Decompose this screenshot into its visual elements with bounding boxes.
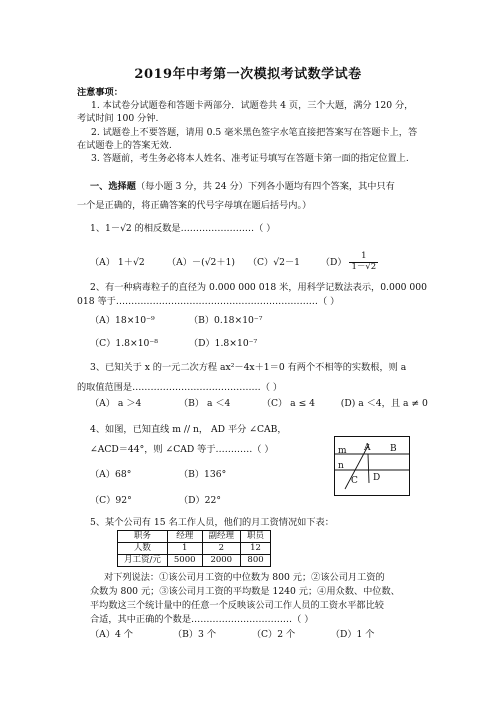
q3-option-a: （A） a ＞4: [90, 398, 142, 409]
q5-text-line3: 平均数这三个统计量中的任意一个反映该公司工作人员的工资水平都比较: [90, 600, 384, 611]
q3-line2: 的取值范围是……………………………………（ ）: [77, 382, 283, 393]
q1-option-d-label: （D）: [320, 256, 347, 268]
section-desc-line2: 一个是正确的，将正确答案的代号字母填在题后括号内。）: [77, 200, 312, 211]
q5-text-line2: 众数为 800 元；③该公司月工资的平均数是 1240 元；④用众数、中位数、: [90, 586, 400, 597]
q5-option-d: （D）1 个: [330, 629, 375, 640]
label-c: C: [351, 476, 358, 486]
note-item-1: 1. 本试卷分试题卷和答题卡两部分．试题卷共 4 页，三个大题，满分 120 分，考试时间 100 分钟.: [77, 100, 414, 125]
label-d: D: [373, 473, 381, 483]
table-cell: 副经理: [202, 531, 241, 543]
table-cell: 2: [202, 543, 241, 555]
table-cell: 经理: [167, 531, 202, 543]
q1-option-b: （A）－(√2＋1): [166, 256, 236, 268]
section-desc-line1: （每小题 3 分，共 24 分）下列各小题均有四个答案，其中只有: [135, 181, 395, 192]
q3-option-c: （C） a ≤ 4: [261, 398, 316, 409]
q4-option-a: （A）68°: [90, 469, 132, 480]
q2-option-c: （C）1.8×10⁻⁸: [90, 338, 158, 349]
q4-options-row1: [90, 468, 226, 481]
q3-options: [90, 397, 428, 410]
q5-options: [90, 628, 374, 641]
table-cell: 人数: [118, 543, 168, 555]
label-b: B: [390, 444, 397, 454]
q3-option-b: （B） a ＜4: [178, 398, 231, 409]
label-a: A: [364, 443, 371, 453]
q4-options-row2: [90, 494, 221, 507]
section-heading-row: [90, 180, 395, 193]
table-row: [118, 543, 271, 555]
q1-option-d-fraction: [349, 252, 378, 273]
table-cell: 800: [241, 555, 271, 567]
q2-line2: 018 等于…………………………………………………………（ ）: [77, 296, 340, 307]
note-item-3: 3. 答题前，考生务必将本人姓名、准考证号填写在答题卡第一面的指定位置上.: [91, 153, 409, 164]
q5-text-line1: 对下列说法：①该公司月工资的中位数为 800 元；②该公司月工资的: [104, 572, 385, 583]
q5-stem: 5、某个公司有 15 名工作人员，他们的月工资情况如下表：: [90, 517, 334, 528]
table-cell: 职务: [118, 531, 168, 543]
q1-option-d: [321, 252, 378, 273]
q1-option-a: （A） 1＋√2: [90, 256, 145, 268]
q5-option-c: （C）2 个: [251, 629, 296, 640]
q3-line1: 3、已知关于 x 的一元二次方程 ax²－4x＋1＝0 有两个不相等的实数根，则 a: [90, 362, 407, 373]
salary-table: [117, 530, 271, 567]
table-cell: 职员: [241, 531, 271, 543]
q5-text-line4: 合适，其中正确的个数是……………………………（ ）: [90, 614, 314, 625]
q4-line2: ∠ACD＝44°，则 ∠CAD 等于…………（ ）: [90, 444, 274, 455]
label-m: m: [338, 446, 347, 456]
q2-options-row1: [90, 314, 262, 327]
q2-option-b: （B）0.18×10⁻⁷: [188, 315, 263, 326]
q1-options: [90, 252, 378, 273]
q2-option-a: （A）18×10⁻⁹: [90, 315, 155, 326]
q5-option-a: （A）4 个: [90, 629, 133, 640]
table-cell: 5000: [167, 555, 202, 567]
q4-line1: 4、如图，已知直线 m // n， AD 平分 ∠CAB，: [90, 424, 287, 435]
notes-heading: 注意事项：: [77, 87, 123, 98]
q2-line1: 2、有一种病毒粒子的直径为 0.000 000 018 米，用科学记数法表示，0.000 000: [90, 282, 427, 293]
table-row: [118, 531, 271, 543]
q4-option-c: （C）92°: [90, 495, 132, 506]
table-cell: 月工资/元: [118, 555, 168, 567]
table-cell: 12: [241, 543, 271, 555]
q5-option-b: （B）3 个: [172, 629, 217, 640]
q4-option-b: （B）136°: [178, 469, 227, 480]
table-row: [118, 555, 271, 567]
table-cell: 2000: [202, 555, 241, 567]
q4-option-d: （D）22°: [178, 495, 221, 506]
fraction-numerator: 1: [349, 252, 378, 263]
q1-option-c: （C）√2－1: [247, 256, 300, 268]
q2-option-d: （D）1.8×10⁻⁷: [188, 338, 258, 349]
q5-table-wrap: [117, 530, 271, 567]
page-title: 2019年中考第一次模拟考试数学试卷: [134, 67, 362, 82]
q1-stem: 1、1－√2 的相反数是……………………（ ）: [90, 223, 276, 234]
label-n: n: [338, 461, 344, 471]
table-cell: 1: [167, 543, 202, 555]
section-heading: 一、选择题: [90, 181, 136, 192]
q3-option-d: (D) a ＜4，且 a ≠ 0: [340, 398, 428, 409]
segment-ad: [368, 454, 369, 483]
q4-figure: [334, 436, 410, 496]
q2-options-row2: [90, 337, 257, 350]
note-item-2: 2. 试题卷上不要答题，请用 0.5 毫米黑色签字水笔直接把答案写在答题卡上，答在试题卷上的答案无效.: [77, 127, 418, 152]
fraction-denominator: 1－√2: [351, 261, 377, 272]
